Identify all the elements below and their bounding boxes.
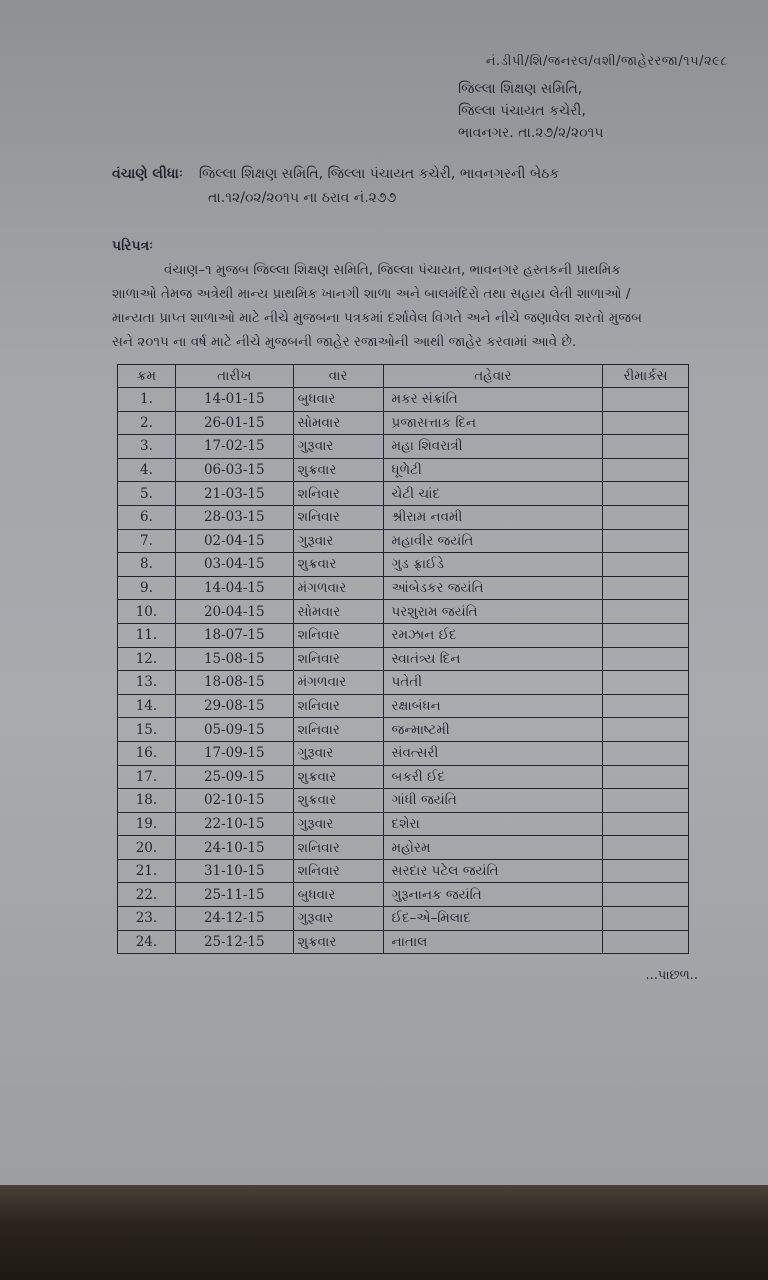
column-header-remarks: રીમાર્કસ: [603, 365, 689, 388]
cell-remarks: [603, 671, 689, 695]
cell-day: સોમવાર: [293, 411, 383, 435]
cell-date: 14-01-15: [175, 388, 293, 412]
cell-date: 14-04-15: [175, 576, 293, 600]
table-row: [118, 930, 689, 954]
cell-festival: શ્રીરામ નવમી: [383, 505, 603, 529]
cell-festival: રક્ષાબંધન: [383, 694, 603, 718]
cell-festival: સ્વાતંત્ર્ય દિન: [383, 647, 603, 671]
cell-date: 25-12-15: [175, 930, 293, 954]
cell-remarks: [603, 718, 689, 742]
cell-festival: દશેરા: [383, 812, 603, 836]
cell-remarks: [603, 576, 689, 600]
cell-serial: 21.: [118, 859, 176, 883]
cell-festival: સંવત્સરી: [383, 741, 603, 765]
cell-serial: 14.: [118, 694, 176, 718]
cell-festival: મકર સંક્રાંતિ: [383, 388, 603, 412]
cell-festival: મહાવીર જયંતિ: [383, 529, 603, 553]
cell-remarks: [603, 789, 689, 813]
cell-day: બુધવાર: [293, 388, 383, 412]
cell-serial: 2.: [118, 411, 176, 435]
cell-festival: પ્રજાસત્તાક દિન: [383, 411, 603, 435]
cell-serial: 24.: [118, 930, 176, 954]
cell-serial: 23.: [118, 907, 176, 931]
cell-date: 28-03-15: [175, 505, 293, 529]
cell-date: 02-10-15: [175, 789, 293, 813]
cell-date: 15-08-15: [175, 647, 293, 671]
cell-remarks: [603, 435, 689, 459]
cell-festival: ઈદ–એ–મિલાદ: [383, 907, 603, 931]
table-row: [118, 741, 689, 765]
cell-festival: બકરી ઈદ: [383, 765, 603, 789]
table-row: [118, 576, 689, 600]
cell-day: ગુરૂવાર: [293, 812, 383, 836]
cell-day: સોમવાર: [293, 600, 383, 624]
cell-remarks: [603, 623, 689, 647]
table-row: [118, 647, 689, 671]
cell-day: શુક્રવાર: [293, 553, 383, 577]
cell-remarks: [603, 388, 689, 412]
table-row: [118, 553, 689, 577]
table-row: [118, 623, 689, 647]
cell-festival: ગુરૂનાનક જયંતિ: [383, 883, 603, 907]
cell-remarks: [603, 883, 689, 907]
cell-remarks: [603, 907, 689, 931]
holiday-table: [117, 364, 689, 954]
circular-line-1: વંચાણ–૧ મુજબ જિલ્લા શિક્ષણ સમિતિ, જિલ્લા પંચાયત, ભાવનગર હસ્તકની પ્રાથમિક: [164, 262, 621, 278]
cell-serial: 7.: [118, 529, 176, 553]
table-row: [118, 671, 689, 695]
office-line-1: જિલ્લા શિક્ષણ સમિતિ,: [458, 81, 583, 97]
cell-remarks: [603, 859, 689, 883]
cell-date: 20-04-15: [175, 600, 293, 624]
table-row: [118, 883, 689, 907]
circular-body: [112, 258, 702, 354]
cell-remarks: [603, 600, 689, 624]
cell-day: શનિવાર: [293, 482, 383, 506]
reference-number: નં.ડીપી/શિ/જનરલ/વશી/જાહેરરજા/૧૫/૨૯૮: [485, 54, 728, 69]
table-row: [118, 718, 689, 742]
table-row: [118, 907, 689, 931]
cell-serial: 11.: [118, 623, 176, 647]
cell-day: શનિવાર: [293, 647, 383, 671]
cell-serial: 12.: [118, 647, 176, 671]
cell-serial: 8.: [118, 553, 176, 577]
cell-serial: 20.: [118, 836, 176, 860]
cell-festival: ચેટી ચાંદ: [383, 482, 603, 506]
cell-festival: ધૂળેટી: [383, 458, 603, 482]
circular-line-3: માન્યતા પ્રાપ્ત શાળાઓ માટે નીચે મુજબના પત્રકમાં દર્શાવેલ વિગતે અને નીચે જણાવેલ શરતો મુજબ: [112, 310, 642, 326]
cell-remarks: [603, 529, 689, 553]
cell-serial: 9.: [118, 576, 176, 600]
cell-serial: 3.: [118, 435, 176, 459]
circular-line-2: શાળાઓ તેમજ અત્રેથી માન્ય પ્રાથમિક ખાનગી શાળા અને બાલમંદિરો તથા સહાય લેતી શાળાઓ /: [112, 286, 631, 302]
cell-festival: મહા શિવરાત્રી: [383, 435, 603, 459]
cell-day: ગુરૂવાર: [293, 741, 383, 765]
cell-remarks: [603, 411, 689, 435]
table-row: [118, 505, 689, 529]
office-address: [458, 78, 604, 144]
cell-date: 18-08-15: [175, 671, 293, 695]
cell-serial: 15.: [118, 718, 176, 742]
cell-date: 21-03-15: [175, 482, 293, 506]
cell-date: 22-10-15: [175, 812, 293, 836]
cell-festival: જન્માષ્ટમી: [383, 718, 603, 742]
cell-date: 24-10-15: [175, 836, 293, 860]
reference-read-label: વંચાણે લીધાઃ: [112, 166, 183, 182]
reference-read-line-1: જિલ્લા શિક્ષણ સમિતિ, જિલ્લા પંચાયત કચેરી, ભાવનગરની બેઠક: [198, 166, 560, 182]
cell-remarks: [603, 765, 689, 789]
column-header-date: તારીખ: [175, 365, 293, 388]
cell-serial: 18.: [118, 789, 176, 813]
cell-date: 18-07-15: [175, 623, 293, 647]
background-surface: [0, 1185, 768, 1280]
cell-day: શનિવાર: [293, 505, 383, 529]
cell-day: શુક્રવાર: [293, 930, 383, 954]
cell-day: ગુરૂવાર: [293, 907, 383, 931]
cell-day: શુક્રવાર: [293, 458, 383, 482]
cell-serial: 22.: [118, 883, 176, 907]
cell-day: શનિવાર: [293, 859, 383, 883]
table-row: [118, 388, 689, 412]
cell-day: શનિવાર: [293, 694, 383, 718]
table-row: [118, 859, 689, 883]
cell-day: મંગળવાર: [293, 576, 383, 600]
reference-read-block: [112, 162, 712, 210]
cell-remarks: [603, 482, 689, 506]
cell-day: શનિવાર: [293, 836, 383, 860]
cell-day: બુધવાર: [293, 883, 383, 907]
cell-serial: 6.: [118, 505, 176, 529]
reference-read-line-2: તા.૧૨/૦૨/૨૦૧૫ ના ઠરાવ નં.૨૭૭: [208, 190, 397, 206]
cell-date: 31-10-15: [175, 859, 293, 883]
table-row: [118, 411, 689, 435]
cell-serial: 19.: [118, 812, 176, 836]
table-row: [118, 458, 689, 482]
table-row: [118, 765, 689, 789]
table-row: [118, 694, 689, 718]
cell-festival: સરદાર પટેલ જયંતિ: [383, 859, 603, 883]
cell-festival: નાતાલ: [383, 930, 603, 954]
place-date: ભાવનગર. તા.૨૭/૨/૨૦૧૫: [458, 125, 604, 141]
cell-day: ગુરૂવાર: [293, 529, 383, 553]
table-row: [118, 529, 689, 553]
cell-date: 17-02-15: [175, 435, 293, 459]
cell-festival: રમઝાન ઈદ: [383, 623, 603, 647]
table-row: [118, 600, 689, 624]
cell-festival: પરશુરામ જયંતિ: [383, 600, 603, 624]
cell-remarks: [603, 836, 689, 860]
cell-day: શુક્રવાર: [293, 765, 383, 789]
cell-festival: પતેતી: [383, 671, 603, 695]
cell-remarks: [603, 553, 689, 577]
cell-festival: ગુડ ફ્રાઈડે: [383, 553, 603, 577]
table-row: [118, 482, 689, 506]
cell-day: મંગળવાર: [293, 671, 383, 695]
cell-date: 03-04-15: [175, 553, 293, 577]
cell-remarks: [603, 930, 689, 954]
office-line-2: જિલ્લા પંચાયત કચેરી,: [458, 103, 586, 119]
cell-festival: આંબેડકર જયંતિ: [383, 576, 603, 600]
cell-date: 17-09-15: [175, 741, 293, 765]
circular-heading: પરિપત્રઃ: [112, 238, 154, 254]
cell-serial: 17.: [118, 765, 176, 789]
cell-day: શનિવાર: [293, 623, 383, 647]
continued-note: ...પાછળ..: [645, 968, 698, 983]
cell-serial: 5.: [118, 482, 176, 506]
table-header-row: [118, 365, 689, 388]
cell-remarks: [603, 505, 689, 529]
cell-festival: મહોરમ: [383, 836, 603, 860]
cell-festival: ગાંધી જયંતિ: [383, 789, 603, 813]
cell-serial: 1.: [118, 388, 176, 412]
table-row: [118, 836, 689, 860]
cell-serial: 13.: [118, 671, 176, 695]
cell-remarks: [603, 741, 689, 765]
cell-remarks: [603, 812, 689, 836]
cell-date: 29-08-15: [175, 694, 293, 718]
cell-date: 06-03-15: [175, 458, 293, 482]
table-row: [118, 435, 689, 459]
cell-date: 24-12-15: [175, 907, 293, 931]
cell-date: 26-01-15: [175, 411, 293, 435]
cell-remarks: [603, 647, 689, 671]
column-header-serial: ક્રમ: [118, 365, 176, 388]
cell-date: 25-11-15: [175, 883, 293, 907]
cell-date: 05-09-15: [175, 718, 293, 742]
cell-day: શુક્રવાર: [293, 789, 383, 813]
cell-date: 25-09-15: [175, 765, 293, 789]
cell-remarks: [603, 458, 689, 482]
table-row: [118, 789, 689, 813]
circular-line-4: સને ૨૦૧૫ ના વર્ષ માટે નીચે મુજબની જાહેર રજાઓની આથી જાહેર કરવામાં આવે છે.: [112, 334, 577, 350]
cell-serial: 16.: [118, 741, 176, 765]
cell-remarks: [603, 694, 689, 718]
cell-serial: 4.: [118, 458, 176, 482]
cell-day: શનિવાર: [293, 718, 383, 742]
cell-day: ગુરૂવાર: [293, 435, 383, 459]
table-row: [118, 812, 689, 836]
cell-date: 02-04-15: [175, 529, 293, 553]
column-header-festival: તહેવાર: [383, 365, 603, 388]
column-header-day: વાર: [293, 365, 383, 388]
cell-serial: 10.: [118, 600, 176, 624]
